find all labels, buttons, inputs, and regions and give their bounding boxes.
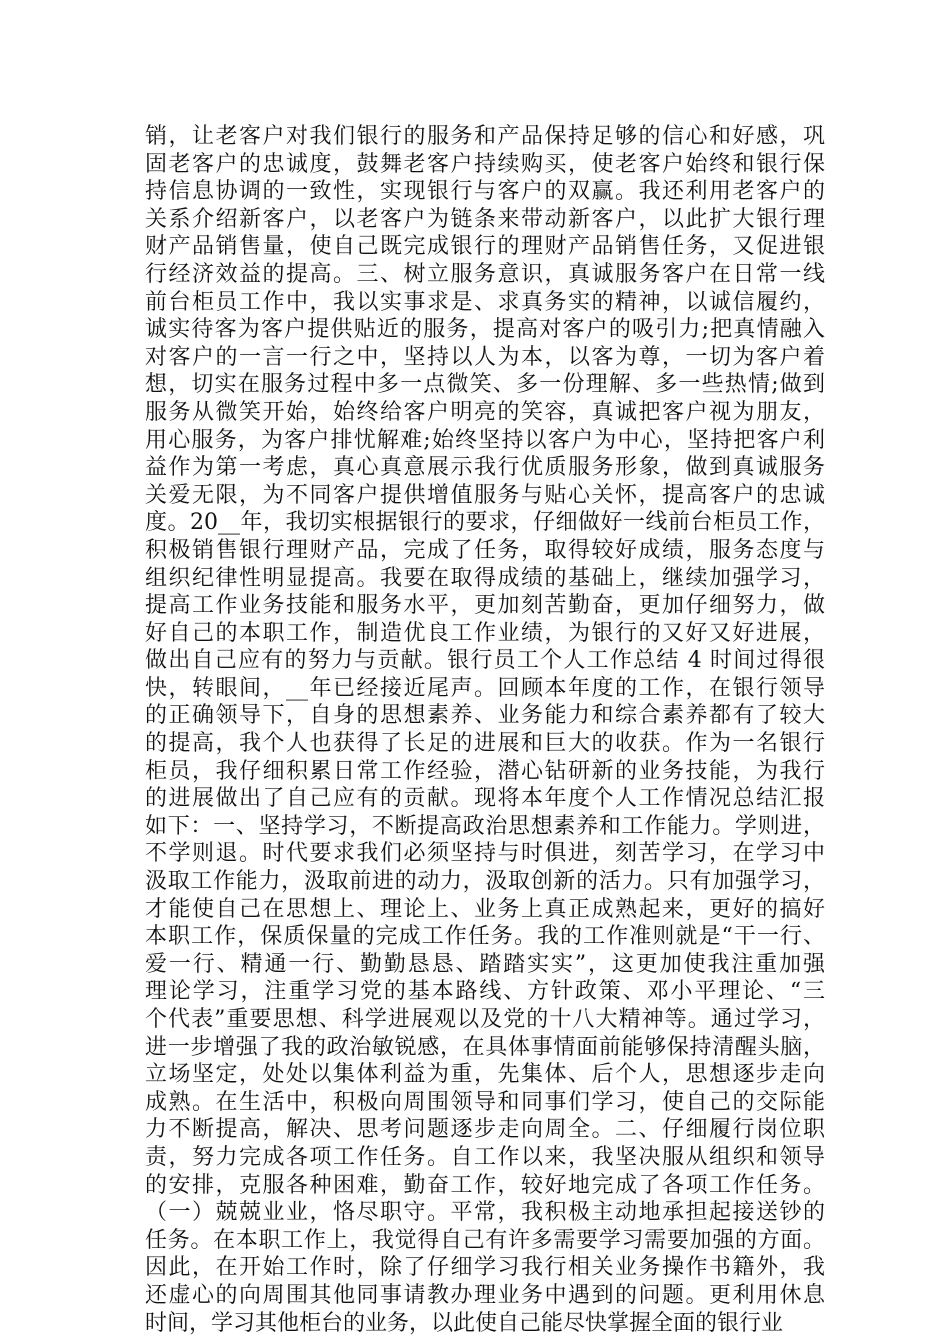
text-line: 固老客户的忠诚度，鼓舞老客户持续购买，使老客户始终和银行保: [145, 151, 825, 177]
text-line: 不学则退。时代要求我们必须坚持与时俱进，刻苦学习，在学习中: [145, 841, 825, 867]
text-line: 前台柜员工作中，我以实事求是、求真务实的精神，以诚信履约，: [145, 289, 825, 315]
text-line: 才能使自己在思想上、理论上、业务上真正成熟起来，更好的搞好: [145, 896, 825, 922]
body-text: [145, 123, 825, 1337]
text-line: 财产品销售量，使自己既完成银行的理财产品销售任务，又促进银: [145, 234, 825, 260]
text-line: 好自己的本职工作，制造优良工作业绩，为银行的又好又好进展，: [145, 620, 825, 646]
text-line: 持信息协调的一致性，实现银行与客户的双赢。我还利用老客户的: [145, 179, 825, 205]
text-line: 还虚心的向周围其他同事请教办理业务中遇到的问题。更利用休息: [145, 1282, 825, 1308]
text-line: 服务从微笑开始，始终给客户明亮的笑容，真诚把客户视为朋友，: [145, 399, 825, 425]
text-line: 的正确领导下，自身的思想素养、业务能力和综合素养都有了较大: [145, 703, 825, 729]
text-line: 理论学习，注重学习党的基本路线、方针政策、邓小平理论、“三: [145, 979, 825, 1005]
text-line: 柜员，我仔细积累日常工作经验，潜心钻研新的业务技能，为我行: [145, 758, 825, 784]
text-line: 汲取工作能力，汲取前进的动力，汲取创新的活力。只有加强学习，: [145, 869, 825, 895]
text-line: 益作为第一考虑，真心真意展示我行优质服务形象，做到真诚服务: [145, 455, 825, 481]
text-line: 做出自己应有的努力与贡献。银行员工个人工作总结 4 时间过得很: [145, 648, 825, 674]
text-line: 对客户的一言一行之中，坚持以人为本，以客为尊，一切为客户着: [145, 344, 825, 370]
text-line: 成熟。在生活中，积极向周围领导和同事们学习，使自己的交际能: [145, 1089, 825, 1115]
text-line: 快，转眼间，__年已经接近尾声。回顾本年度的工作，在银行领导: [145, 675, 825, 701]
text-line: （一）兢兢业业，恪尽职守。平常，我积极主动地承担起接送钞的: [145, 1200, 825, 1226]
text-line: 度。20__年，我切实根据银行的要求，仔细做好一线前台柜员工作，: [145, 510, 825, 536]
text-line: 爱一行、精通一行、勤勤恳恳、踏踏实实”，这更加使我注重加强: [145, 951, 825, 977]
text-line: 提高工作业务技能和服务水平，更加刻苦勤奋，更加仔细努力，做: [145, 593, 825, 619]
text-line: 进一步增强了我的政治敏锐感，在具体事情面前能够保持清醒头脑，: [145, 1034, 825, 1060]
text-line: 立场坚定，处处以集体利益为重，先集体、后个人，思想逐步走向: [145, 1062, 825, 1088]
text-line: 想，切实在服务过程中多一点微笑、多一份理解、多一些热情;做到: [145, 372, 825, 398]
text-line: 的提高，我个人也获得了长足的进展和巨大的收获。作为一名银行: [145, 731, 825, 757]
text-line: 个代表”重要思想、科学进展观以及党的十八大精神等。通过学习，: [145, 1007, 825, 1032]
text-line: 用心服务，为客户排忧解难;始终坚持以客户为中心，坚持把客户利: [145, 427, 825, 453]
text-line: 诚实待客为客户提供贴近的服务，提高对客户的吸引力;把真情融入: [145, 317, 825, 343]
text-line: 关系介绍新客户，以老客户为链条来带动新客户，以此扩大银行理: [145, 206, 825, 232]
text-line: 因此，在开始工作时，除了仔细学习我行相关业务操作书籍外，我: [145, 1255, 825, 1281]
text-line: 责，努力完成各项工作任务。自工作以来，我坚决服从组织和领导: [145, 1144, 825, 1170]
text-line: 任务。在本职工作上，我觉得自己有许多需要学习需要加强的方面。: [145, 1227, 825, 1253]
text-line: 时间，学习其他柜台的业务，以此使自己能尽快掌握全面的银行业: [145, 1310, 784, 1336]
text-line: 如下：一、坚持学习，不断提高政治思想素养和工作能力。学则进，: [145, 813, 825, 839]
text-line: 行经济效益的提高。三、树立服务意识，真诚服务客户在日常一线: [145, 261, 825, 287]
text-line: 力不断提高，解决、思考问题逐步走向周全。二、仔细履行岗位职: [145, 1117, 825, 1143]
text-line: 的进展做出了自己应有的贡献。现将本年度个人工作情况总结汇报: [145, 786, 825, 812]
text-line: 本职工作，保质保量的完成工作任务。我的工作准则就是“干一行、: [145, 924, 825, 950]
text-line: 关爱无限，为不同客户提供增值服务与贴心关怀，提高客户的忠诚: [145, 482, 825, 508]
text-line: 的安排，克服各种困难，勤奋工作，较好地完成了各项工作任务。: [145, 1172, 825, 1198]
text-line: 销，让老客户对我们银行的服务和产品保持足够的信心和好感，巩: [145, 124, 825, 149]
text-line: 积极销售银行理财产品，完成了任务，取得较好成绩，服务态度与: [145, 537, 825, 563]
text-line: 组织纪律性明显提高。我要在取得成绩的基础上，继续加强学习，: [145, 565, 825, 591]
